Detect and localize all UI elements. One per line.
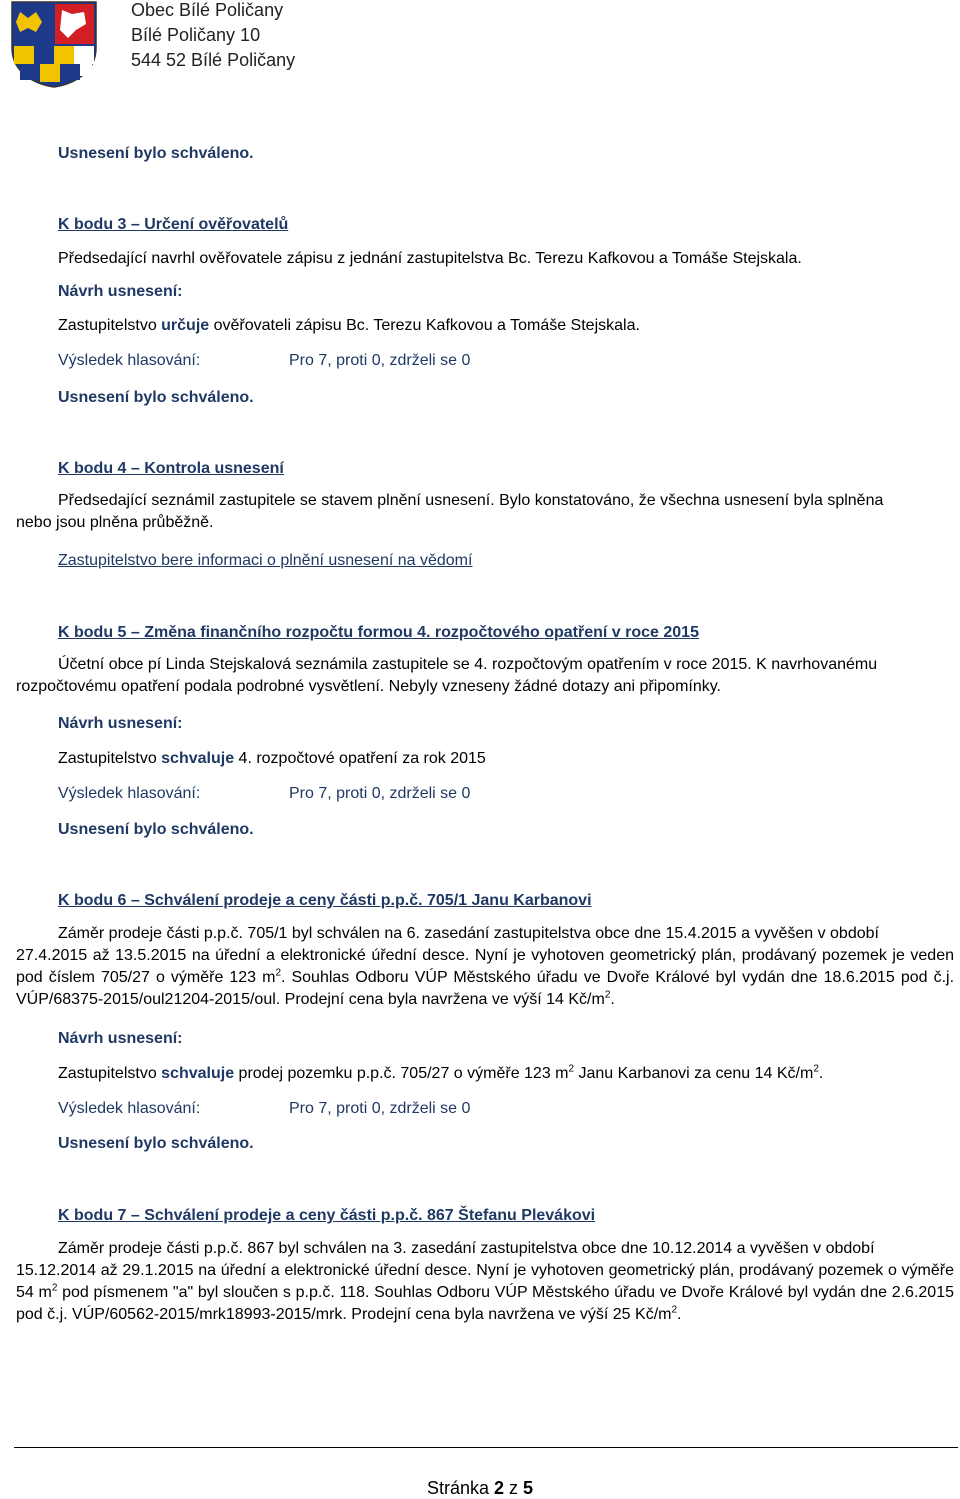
section-4-note: Zastupitelstvo bere informaci o plnění usnesení na vědomí: [58, 552, 473, 569]
proposal-label: Návrh usnesení:: [58, 1030, 183, 1047]
section-5-resolution: Zastupitelstvo schvaluje 4. rozpočtové opatření za rok 2015: [58, 750, 486, 767]
total-pages: 5: [523, 1478, 534, 1498]
vote-value: Pro 7, proti 0, zdrželi se 0: [289, 352, 471, 369]
vote-result: [58, 783, 470, 805]
vote-label: Výsledek hlasování:: [58, 352, 201, 369]
municipality-address: [131, 0, 295, 73]
section-3-heading: K bodu 3 – Určení ověřovatelů: [58, 216, 289, 233]
address-city: 544 52 Bílé Poličany: [131, 50, 296, 70]
coat-of-arms-logo: [10, 0, 98, 88]
vote-result: [58, 1098, 470, 1120]
section-5-heading: K bodu 5 – Změna finančního rozpočtu formou 4. rozpočtového opatření v roce 2015: [58, 624, 699, 641]
section-5-text: Účetní obce pí Linda Stejskalová seznámila zastupitele se 4. rozpočtovým opatřením v roce 2015. K navrhovanému rozpočtovému opatření podala podrobné vysvětlení. Nebyly vzneseny žádné dotazy ani připomínky.: [16, 656, 878, 695]
vote-label: Výsledek hlasování:: [58, 785, 201, 802]
vote-value: Pro 7, proti 0, zdrželi se 0: [289, 785, 471, 802]
section-6-heading: K bodu 6 – Schválení prodeje a ceny části p.p.č. 705/1 Janu Karbanovi: [58, 892, 592, 909]
municipality-name: Obec Bílé Poličany: [131, 0, 284, 20]
section-7-heading: K bodu 7 – Schválení prodeje a ceny části p.p.č. 867 Štefanu Plevákovi: [58, 1207, 596, 1224]
section-3-text: Předsedající navrhl ověřovatele zápisu z jednání zastupitelstva Bc. Terezu Kafkovou a Tomáše Stejskala.: [58, 250, 802, 267]
letterhead: [10, 0, 510, 90]
section-3-resolution: Zastupitelstvo určuje ověřovateli zápisu Bc. Terezu Kafkovou a Tomáše Stejskala.: [58, 317, 640, 334]
section-4-text: Předsedající seznámil zastupitele se stavem plnění usnesení. Bylo konstatováno, že všechna usnesení byla splněna nebo jsou plněna průběžně.: [16, 492, 884, 531]
resolution-result: Usnesení bylo schváleno.: [58, 821, 254, 838]
vote-result: [58, 350, 470, 372]
section-7-text: Záměr prodeje části p.p.č. 867 byl schválen na 3. zasedání zastupitelstva obce dne 10.12.2014 a vyvěšen v období 15.12.2014 až 29.1.2015 na úřední a elektronické úřední desce. Nyní je vyhotoven geometrický plán, prodávaný pozemek o výměře 54 $m^2$ pod písmenem "a" byl sloučen s p.p.č. 118. Souhlas Odboru VÚP Městského úřadu ve Dvoře Králové byl vydán dne 2.6.2015 pod č.j. VÚP/60562-2015/mrk18993-2015/mrk. Prodejní cena byla navržena ve výší 25 $Kč/m^2$.: [16, 1240, 954, 1323]
current-page: 2: [494, 1478, 505, 1498]
section-4-heading: K bodu 4 – Kontrola usnesení: [58, 460, 284, 477]
section-6-text: Záměr prodeje části p.p.č. 705/1 byl schválen na 6. zasedání zastupitelstva obce dne 15.4.2015 a vyvěšen v období 27.4.2015 až 13.5.2015 na úřední a elektronické úřední desce. Nyní je vyhotoven geometrický plán, prodávaný pozemek je veden pod číslem 705/27 o výměře 123 $m^2$. Souhlas Odboru VÚP Městského úřadu ve Dvoře Králové byl vydán dne 18.6.2015 pod č.j. VÚP/68375-2015/oul21204-2015/oul. Prodejní cena byla navržena ve výší 14 $Kč/m^2$.: [16, 925, 955, 1008]
vote-value: Pro 7, proti 0, zdrželi se 0: [289, 1100, 471, 1117]
proposal-label: Návrh usnesení:: [58, 283, 183, 300]
vote-label: Výsledek hlasování:: [58, 1100, 201, 1117]
page-number: Stránka 2 z 5: [426, 1478, 534, 1498]
resolution-result: Usnesení bylo schváleno.: [58, 1135, 254, 1152]
address-street: Bílé Poličany 10: [131, 25, 261, 45]
proposal-label: Návrh usnesení:: [58, 715, 183, 732]
resolution-result: Usnesení bylo schváleno.: [58, 389, 254, 406]
section-6-resolution: Zastupitelstvo schvaluje prodej pozemku p.p.č. 705/27 o výměře 123 $m^2$ Janu Karbanovi za cenu 14 $Kč/m^2$.: [58, 1063, 824, 1082]
footer-divider: [14, 1447, 958, 1448]
resolution-result: Usnesení bylo schváleno.: [58, 145, 254, 162]
